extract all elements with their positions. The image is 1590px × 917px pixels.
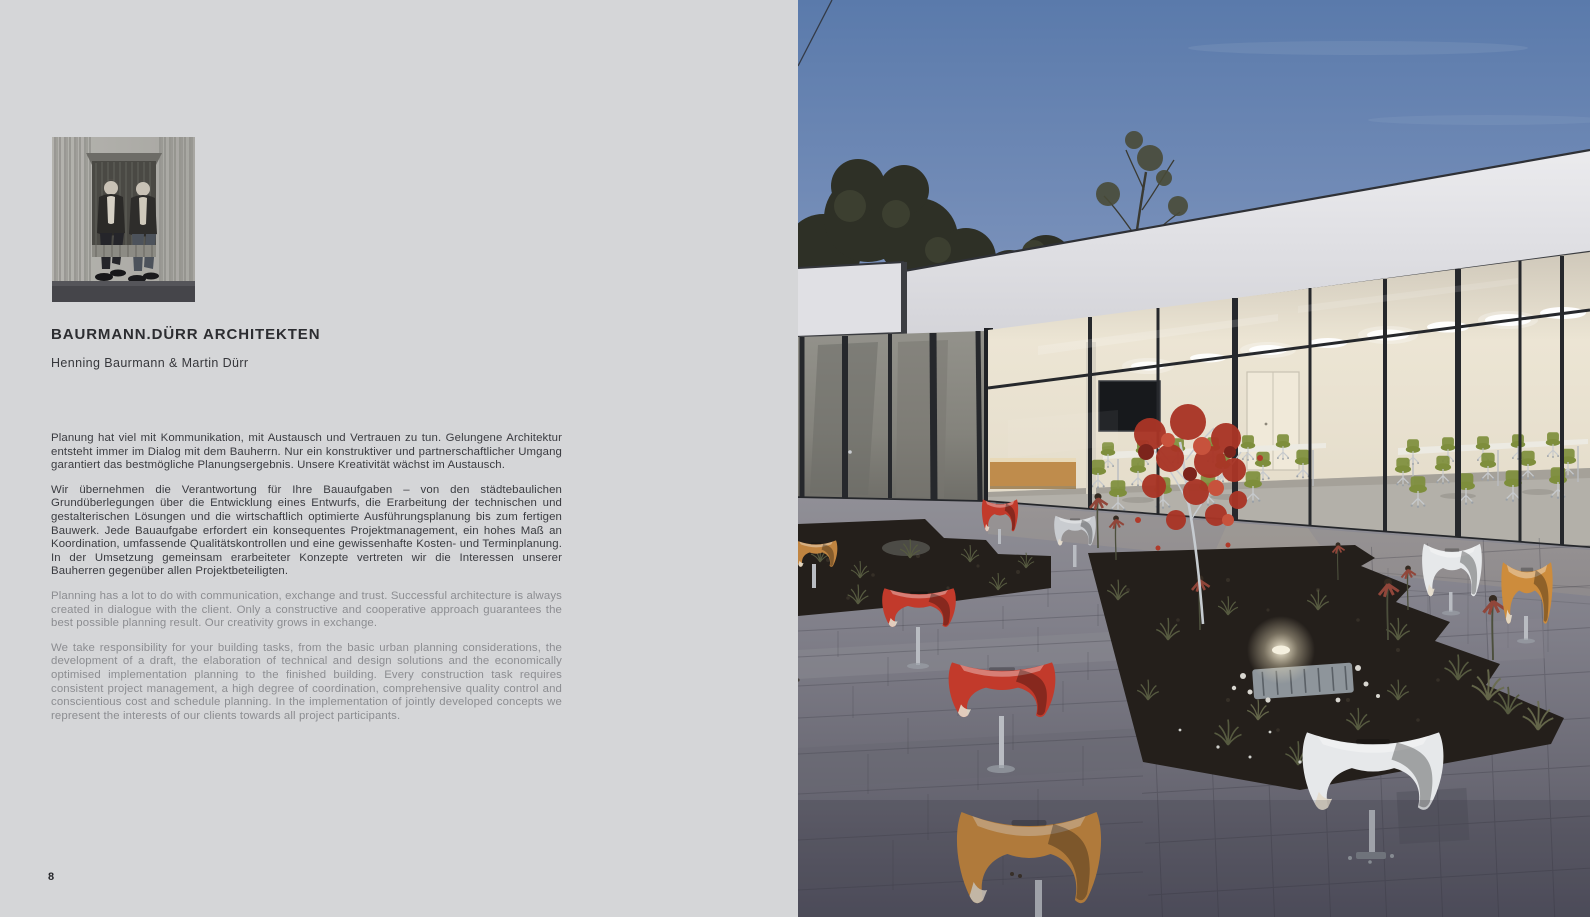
german-paragraph-1: Planung hat viel mit Kommunikation, mit Austausch und Vertrauen zu tun. Gelungene Architektur entsteht immer im Dialog mit dem Bauherrn. Nur ein konstruktiver und partnerschaftlicher Umgang garantiert das bestmögliche Planungsergebnis. Unsere Kreativität wächst im Austausch. xyxy=(51,432,562,472)
intro-text-english xyxy=(51,590,562,734)
courtyard-photo xyxy=(798,0,1590,917)
floor xyxy=(52,285,195,302)
bench xyxy=(92,245,156,257)
door-handle xyxy=(848,450,852,454)
english-paragraph-1: Planning has a lot to do with communication, exchange and trust. Successful architecture is always created in dialogue with the client. Only a constructive and cooperative approach guarantees the best possible planning result. Our creativity grows in exchange. xyxy=(51,590,562,630)
architects-portrait-photo xyxy=(52,137,195,302)
intro-text-german xyxy=(51,432,562,590)
left-wing-fascia xyxy=(798,262,907,337)
left-wing-glass xyxy=(798,331,988,502)
german-paragraph-2: Wir übernehmen die Verantwortung für Ihre Bauaufgaben – von den städtebaulichen Grundüberlegungen über die Entwicklung eines Entwurfs, die Erarbeitung der technischen und gestalterischen Lösungen und die wirtschaftlich optimierte Ausführungsplanung bis zum fertigen Bauwerk. Jede Bauaufgabe erfordert ein konsequentes Projektmanagement, ein hohes Maß an Koordination, umfassende Qualitätskontrollen und eine gewissenhafte Kosten- und Terminplanung. In der Umsetzung gemeinsam erarbeiteter Konzepte vertreten wir die Interessen unserer Bauherren gegenüber allen Projektbeteiligten. xyxy=(51,483,562,578)
firm-title: BAURMANN.DÜRR ARCHITEKTEN xyxy=(51,326,321,343)
cloud-streak xyxy=(1188,41,1528,55)
page-number: 8 xyxy=(48,871,55,883)
photo-vignette xyxy=(798,800,1590,917)
courtyard-photo-scene xyxy=(798,0,1590,917)
wooden-sideboard xyxy=(990,460,1076,486)
firm-partners: Henning Baurmann & Martin Dürr xyxy=(51,356,249,370)
ground-uplight xyxy=(1272,646,1290,655)
english-paragraph-2: We take responsibility for your building tasks, from the basic urban planning considerations, the development of a draft, the elaboration of technical and design solutions and the economically optimised implementation planning to the finished building. Every construction task requires consistent project management, a high degree of coordination, comprehensive quality control and conscientious cost and schedule planning. In the implementation of jointly developed concepts we represent the interests of our clients towards all project participants. xyxy=(51,641,562,722)
